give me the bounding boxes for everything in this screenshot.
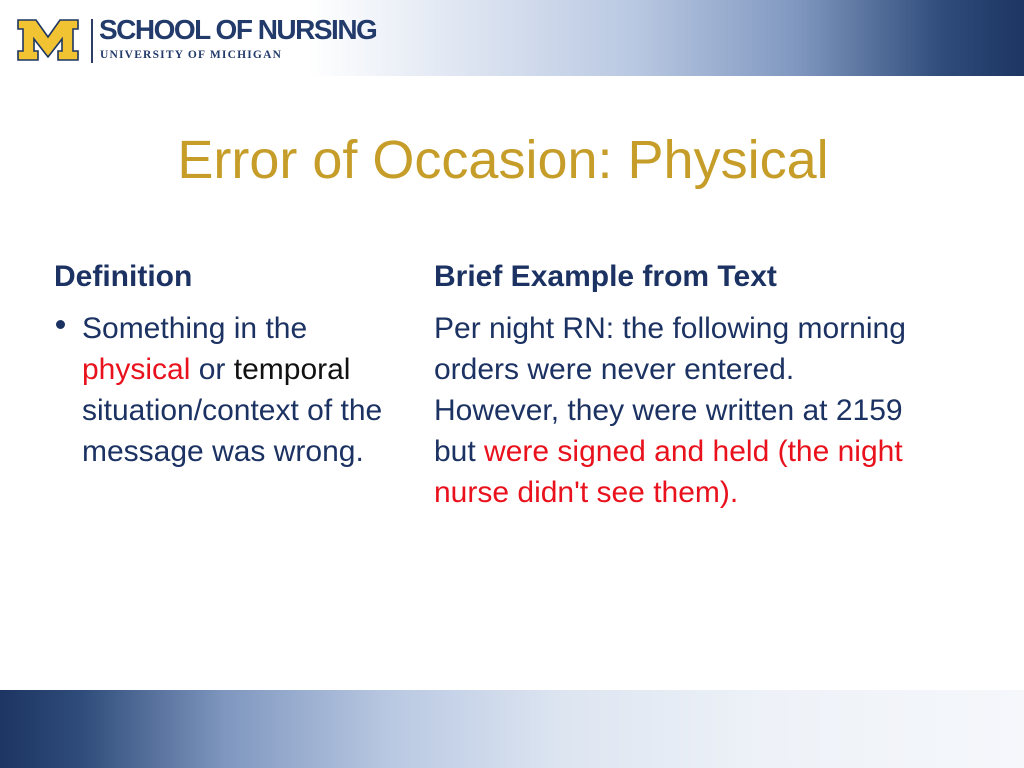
- definition-text-part5: situation/context of the message was wrong.: [82, 394, 383, 468]
- block-m-logo-icon: [16, 18, 80, 62]
- definition-text: [82, 308, 397, 472]
- definition-highlight-physical: physical: [82, 353, 191, 386]
- definition-text-part1: Something in the: [82, 312, 308, 345]
- example-text: [434, 308, 924, 513]
- school-name: SCHOOL OF NURSING: [99, 14, 377, 45]
- example-heading: Brief Example from Text: [434, 260, 777, 293]
- definition-highlight-temporal: temporal: [233, 353, 351, 386]
- logo-divider: [91, 19, 93, 63]
- university-name: UNIVERSITY OF MICHIGAN: [100, 49, 283, 61]
- definition-heading: Definition: [54, 260, 193, 293]
- header-band: [0, 0, 1024, 76]
- bullet-icon: [56, 320, 65, 329]
- example-text-normal: Per night RN: the following morning orders were never entered. However, they were written at 2159 but: [434, 312, 906, 468]
- slide-title: Error of Occasion: Physical: [177, 130, 829, 190]
- example-text-highlight: were signed and held (the night nurse didn't see them).: [434, 435, 903, 509]
- definition-text-part3: or: [190, 353, 234, 386]
- footer-band: [0, 690, 1024, 768]
